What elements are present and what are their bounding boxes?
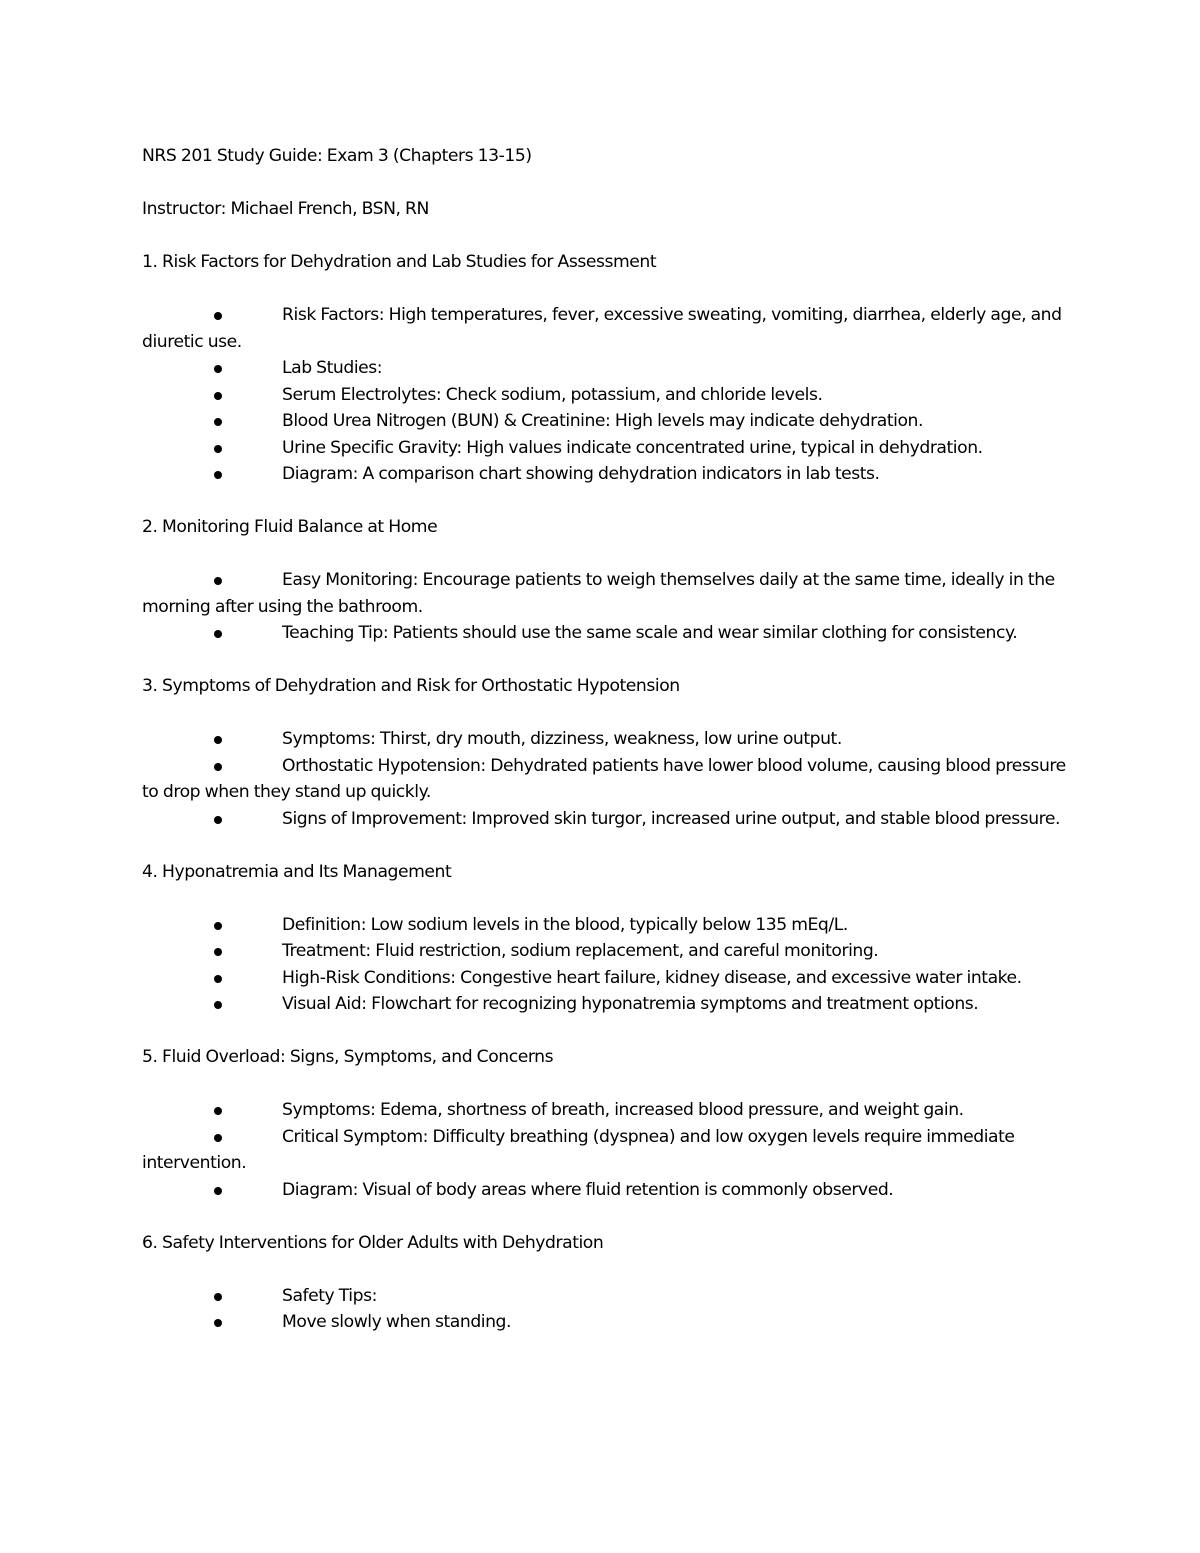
list-item: Definition: Low sodium levels in the blood, typically below 135 mEq/L. <box>282 914 848 935</box>
list-item: Symptoms: Edema, shortness of breath, increased blood pressure, and weight gain. <box>282 1100 964 1120</box>
list-item: Safety Tips: <box>282 1285 377 1306</box>
list-item: Risk Factors: High temperatures, fever, excessive sweating, vomiting, diarrhea, elderly age, and diuretic use. <box>142 305 1062 352</box>
section-6-list <box>142 1283 1072 1336</box>
document-page <box>142 143 1072 1362</box>
list-item: Symptoms: Thirst, dry mouth, dizziness, weakness, low urine output. <box>282 729 842 749</box>
instructor-line: Instructor: Michael French, BSN, RN <box>142 199 429 219</box>
section-3-heading: 3. Symptoms of Dehydration and Risk for Orthostatic Hypotension <box>142 676 680 696</box>
list-item: Urine Specific Gravity: High values indicate concentrated urine, typical in dehydration. <box>282 437 983 458</box>
list-item: High-Risk Conditions: Congestive heart failure, kidney disease, and excessive water intake. <box>282 967 1022 988</box>
list-item: Serum Electrolytes: Check sodium, potassium, and chloride levels. <box>282 384 823 405</box>
list-item: Signs of Improvement: Improved skin turgor, increased urine output, and stable blood pressure. <box>282 808 1061 829</box>
list-item: Lab Studies: <box>282 358 383 378</box>
section-1-heading: 1. Risk Factors for Dehydration and Lab Studies for Assessment <box>142 252 657 272</box>
list-item: Blood Urea Nitrogen (BUN) & Creatinine: High levels may indicate dehydration. <box>282 411 923 431</box>
list-item: Diagram: Visual of body areas where fluid retention is commonly observed. <box>282 1179 894 1200</box>
section-4-list <box>142 912 1072 1018</box>
section-3-list <box>142 726 1072 832</box>
list-item: Orthostatic Hypotension: Dehydrated patients have lower blood volume, causing blood pressure to drop when they stand up quickly. <box>142 755 1066 802</box>
section-5-list <box>142 1097 1072 1203</box>
document-title: NRS 201 Study Guide: Exam 3 (Chapters 13-15) <box>142 146 532 166</box>
list-item: Critical Symptom: Difficulty breathing (dyspnea) and low oxygen levels require immediate intervention. <box>142 1126 1015 1173</box>
list-item: Easy Monitoring: Encourage patients to weigh themselves daily at the same time, ideally in the morning after using the bathroom. <box>142 570 1055 617</box>
section-5-heading: 5. Fluid Overload: Signs, Symptoms, and Concerns <box>142 1047 554 1067</box>
list-item: Treatment: Fluid restriction, sodium replacement, and careful monitoring. <box>282 941 879 961</box>
list-item: Move slowly when standing. <box>282 1312 512 1332</box>
section-6-heading: 6. Safety Interventions for Older Adults with Dehydration <box>142 1232 604 1253</box>
section-4-heading: 4. Hyponatremia and Its Management <box>142 861 452 882</box>
section-2-list <box>142 567 1072 647</box>
list-item: Diagram: A comparison chart showing dehydration indicators in lab tests. <box>282 464 880 484</box>
list-item: Teaching Tip: Patients should use the same scale and wear similar clothing for consistency. <box>282 623 1018 643</box>
section-1-list <box>142 302 1072 488</box>
list-item: Visual Aid: Flowchart for recognizing hyponatremia symptoms and treatment options. <box>282 994 979 1014</box>
section-2-heading: 2. Monitoring Fluid Balance at Home <box>142 517 438 537</box>
